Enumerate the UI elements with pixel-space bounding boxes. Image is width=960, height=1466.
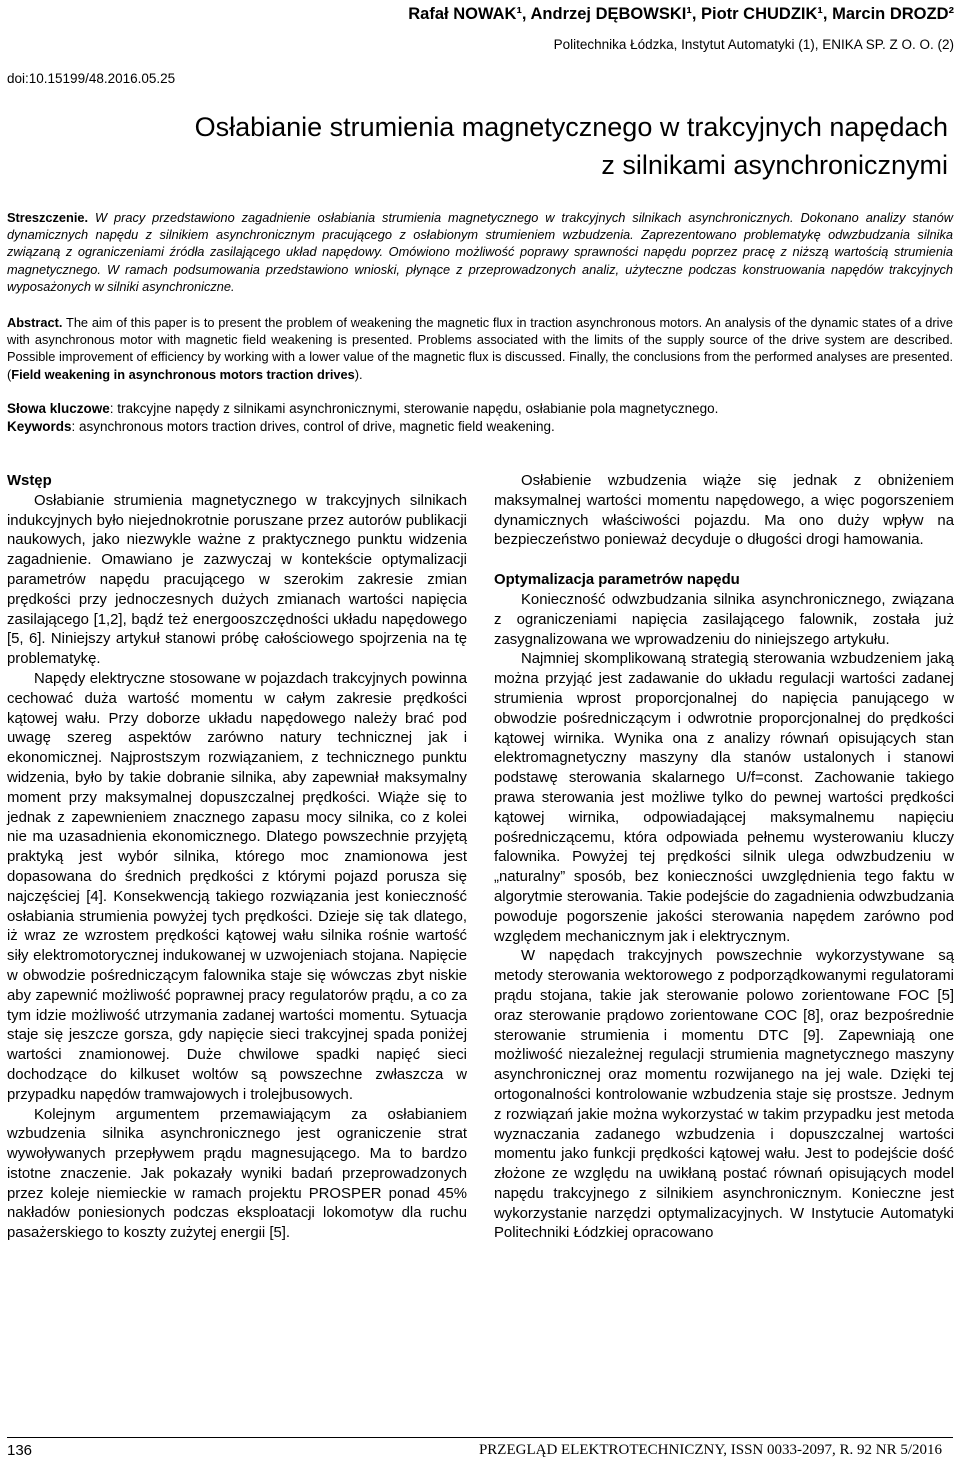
page-number: 136 [7,1442,33,1459]
english-title: Field weakening in asynchronous motors traction drives [11,366,355,382]
streszczenie-block [7,209,953,295]
keywords-pl-text: : trakcyjne napędy z silnikami asynchronicznymi, sterowanie napędu, osłabianie pola magnetycznego. [109,401,719,416]
affiliation: Politechnika Łódzka, Instytut Automatyki (1), ENIKA SP. Z O. O. (2) [553,37,954,52]
keywords-pl [7,400,953,418]
keywords-en-label: Keywords [7,418,72,434]
streszczenie-text: W pracy przedstawiono zagadnienie osłabiania strumienia magnetycznego w trakcyjnych silnikach asynchronicznych. Dokonano analizy stanów dynamicznych napędu z silnikiem asynchronicznym pracującego z osłabionym strumieniem wzbudzenia. Zaprezentowano problematykę odwzbudzania silnika związaną z ograniczeniami źródła zasilającego układ napędowy. Omówiono możliwość poprawy sprawności napędu poprzez pracę z niższą wartością strumienia magnetycznego. W ramach podsumowania przedstawiono wnioski, płynące z przeprowadzonych analiz, użyteczne podczas konstruowania napędów trakcyjnych wyposażonych w silniki asynchroniczne. [7,210,953,294]
paragraph: Kolejnym argumentem przemawiającym za osłabianiem wzbudzenia silnika asynchronicznego jest ograniczenie strat wywoływanych przepływem prądu magnesującego. Ma to bardzo istotne znaczenie. Jak pokazały wyniki badań przeprowadzonych przez koleje niemieckie w ramach projektu PROSPER ponad 45% nakładów poniesionych podczas eksploatacji lokomotyw dla ruchu pasażerskiego to koszty zużytej energii [5]. [7,1106,467,1242]
streszczenie-label: Streszczenie. [7,210,89,225]
paragraph: Osłabianie strumienia magnetycznego w trakcyjnych silnikach indukcyjnych było niejednokrotnie poruszane przez autorów publikacji naukowych, jako niezwykle ważne z praktycznego punktu widzenia zagadnienie. Omawiano je zazwyczaj w kontekście optymalizacji parametrów napędu pracującego w szerokim zakresie zmian prędkości przy jednoczesnych dużych zmianach wartości napięcia zasilającego [1,2], bądź też energooszczędności układu napędowego [5, 6]. Niniejszy artykuł stanowi próbę całościowego spojrzenia na tę problematykę. [7,492,467,668]
keywords-pl-label: Słowa kluczowe [7,401,110,416]
paragraph: Napędy elektryczne stosowane w pojazdach trakcyjnych powinna cechować duża wartość momentu w całym zakresie prędkości kątowej wału. Przy doborze układu napędowego należy brać pod uwagę szereg aspektów zarówno natury technicznej jak i ekonomicznej. Najprostszym rozwiązaniem, z technicznego punktu widzenia, było by takie dobranie silnika, aby zapewniał maksymalny moment przy maksymalnej dopuszczalnej prędkości. Wiąże się to jednak z zapewnieniem znacznego zapasu mocy silnika, co z kolei nie ma uzasadnienia ekonomicznego. Dlatego powszechnie przyjętą praktyką jest wybór silnika, którego moc znamionowa jest dopasowana do średnich prędkości z którymi pojazd porusza się najczęściej [4]. Konsekwencją takiego rozwiązania jest konieczność osłabiania strumienia powyżej tych prędkości. Dzieje się tak dlatego, iż wraz ze wzrostem prędkości kątowej wału silnika rośnie wartość siły elektromotorycznej indukowanej w uzwojeniach stojana. Napięcie w obwodzie pośredniczącym falownika staje się wówczas zbyt niskie aby zapewnić możliwość poprawnej pracy regulatorów prądu, a co za tym idzie możliwość utrzymania zadanej wartości momentu. Sytuacja staje się jeszcze gorsza, gdy napięcie sieci trakcyjnej spada poniżej wartości znamionowej. Duże chwilowe spadki napięć sieci dochodzące do kilkuset woltów są powszechne zwłaszcza w przypadku napędów tramwajowych i trolejbusowych. [7,670,467,1103]
section-heading-wstep: Wstęp [7,473,52,489]
section-heading-optymalizacja: Optymalizacja parametrów napędu [494,572,740,589]
footer-rule [7,1437,953,1438]
abstract-text: The aim of this paper is to present the problem of weakening the magnetic flux in traction asynchronous motors. An analysis of the dynamic states of a drive with asynchronous motor with magnetic field weakening is presented. Problems associated with the limits of the supply source of the drive system are described. Possible improvement of efficiency by working with a lower value of the magnetic flux is discussed. Finally, the conclusions from the performed analyses are presented. ( [7,315,953,382]
authors: Rafał NOWAK¹, Andrzej DĘBOWSKI¹, Piotr CHUDZIK¹, Marcin DROZD² [408,5,954,23]
paragraph: W napędach trakcyjnych powszechnie wykorzystywane są metody sterowania wektorowego z podporządkowanymi regulatorami prądu stojana, takie jak sterowanie polowo zorientowane FOC [5] oraz sterowanie prądowo zorientowane COC [8], oraz bezpośrednie sterowanie strumienia i momentu DTC [9]. Zapewniają one możliwość niezależnej regulacji strumienia magnetycznego maszyny asynchronicznej oraz momentu rozwijanego na jej wale. Dzięki tej ortogonalności kontrolowanie wzbudzenia staje się prostsze. Jednym z rozwiązań jakie można wykorzystać w takim przypadku jest metoda wyznaczania zadanego wzbudzenia i dopuszczalnej wartości momentu jako funkcji prędkości kątowej wału. Jest to podejście dość złożone ze względu na uwikłaną postać równań opisujących model napędu trakcyjnego z silnikiem asynchronicznym. Konieczne jest wykorzystanie narzędzi optymalizacyjnych. W Instytucie Automatyki Politechniki Łódzkiej opracowano [494,948,954,1242]
keywords-en-text: : asynchronous motors traction drives, control of drive, magnetic field weakening. [71,418,555,434]
paragraph: Najmniej skomplikowaną strategią sterowania wzbudzeniem jaką można przyjąć jest zadawanie do układu regulacji wartości zadanej strumienia wprost proporcjonalnej do napięcia panującego w obwodzie pośredniczącym i odwrotnie proporcjonalnej do prędkości kątowej wirnika. Wynika ona z analizy równań opisujących stan elektromagnetyczny maszyny dla stanów ustalonych i stanowi podstawę sterowania skalarnego U/f=const. Zachowanie takiego prawa sterowania jest możliwe tylko do pewnej wartości prędkości kątowej wirnika, odpowiadającej maksymalnemu napięciu pośredniczącemu, która odpowiada pełnemu wysterowaniu kluczy falownika. Powyżej tej prędkości silnik ulega odwzbudzeniu w „naturalny” sposób, bez konieczności uwzględnienia tego faktu w algorytmie sterowania. Takie podejście do zagadnienia odwzbudzania powoduje pogorszenie jakości sterowania napędem zarówno pod względem mechanicznym jak i elektrycznym. [494,651,954,945]
right-column [494,472,954,1244]
title-line-1: Osłabianie strumienia magnetycznego w trakcyjnych napędach [194,112,948,142]
abstract-block [7,314,953,383]
doi: doi:10.15199/48.2016.05.25 [7,71,176,86]
abstract-label: Abstract. [7,315,63,330]
spacer [494,551,954,571]
keywords-en [7,418,953,436]
title-line-2: z silnikami asynchronicznymi [601,150,948,180]
paper-title [12,108,948,184]
keywords-block [7,400,953,435]
journal-name: PRZEGLĄD ELEKTROTECHNICZNY, ISSN 0033-2097, R. 92 NR 5/2016 [478,1442,942,1458]
left-column [7,472,467,1244]
paragraph: Konieczność odwzbudzania silnika asynchronicznego, związana z ograniczeniami napięcia zasilającego falownik, została już zasygnalizowana we wprowadzeniu do niniejszego artykułu. [494,591,954,648]
paragraph: Osłabienie wzbudzenia wiąże się jednak z obniżeniem maksymalnej wartości momentu napędowego, a więc pogorszeniem dynamicznych właściwości pojazdu. Ma ono duży wpływ na bezpieczeństwo ponieważ decyduje o długości drogi hamowania. [494,473,954,549]
abstract-close: ). [354,366,363,382]
